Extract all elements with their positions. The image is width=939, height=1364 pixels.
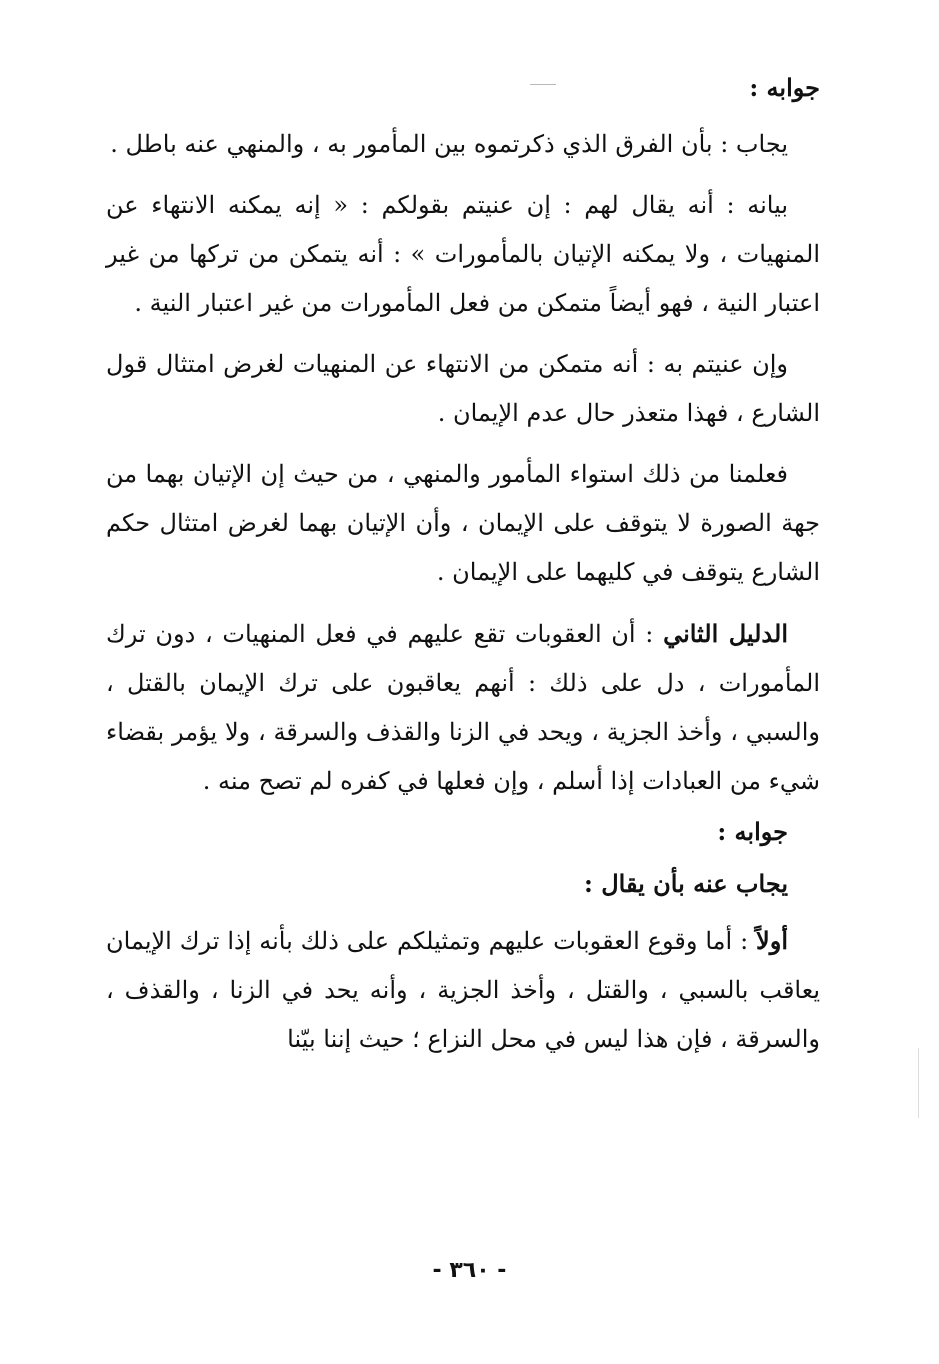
- page-text: [106, 62, 820, 1064]
- page-number: - ٣٦٠ -: [432, 1258, 507, 1283]
- answer-heading: جوابه :: [749, 73, 820, 102]
- first-reply-label: أولاً: [756, 926, 788, 955]
- second-evidence-text: : أن العقوبات تقع عليهم في فعل المنهيات ، دون ترك المأمورات ، دل على ذلك : أنهم يعاقبون على ترك الإيمان بالقتل ، والسبي ، وأخذ الجزية ، ويحد في الزنا والقذف والسرقة ، ولا يؤمر بقضاء شيء من العبادات إذا أسلم ، وإن فعلها في كفره لم تصح منه .: [106, 620, 820, 795]
- paragraph-reply: يجاب : بأن الفرق الذي ذكرتموه بين المأمور به ، والمنهي عنه باطل .: [110, 130, 788, 158]
- reply-intro-heading: يجاب عنه بأن يقال :: [584, 869, 788, 898]
- second-evidence-label: الدليل الثاني: [663, 619, 788, 648]
- paragraph-second-evidence: [106, 609, 820, 806]
- paragraph-second-meaning: وإن عنيتم به : أنه متمكن من الانتهاء عن المنهيات لغرض امتثال قول الشارع ، فهذا متعذر حال عدم الإيمان .: [106, 350, 820, 427]
- scan-artifact: [918, 1048, 919, 1118]
- answer-heading-2: جوابه :: [717, 817, 788, 846]
- paragraph-conclusion: فعلمنا من ذلك استواء المأمور والمنهي ، من حيث إن الإتيان بهما من جهة الصورة لا يتوقف على الإيمان ، وأن الإتيان بهما لغرض امتثال حكم الشارع يتوقف في كليهما على الإيمان .: [106, 460, 820, 586]
- first-reply-text: : أما وقوع العقوبات عليهم وتمثيلكم على ذلك بأنه إذا ترك الإيمان يعاقب بالسبي ، والقتل ، وأخذ الجزية ، وأنه يحد في الزنا ، والقذف ، والسرقة ، فإن هذا ليس في محل النزاع ؛ حيث إننا بيّنا: [106, 927, 820, 1053]
- paragraph-explanation: بيانه : أنه يقال لهم : إن عنيتم بقولكم : « إنه يمكنه الانتهاء عن المنهيات ، ولا يمكنه الإتيان بالمأمورات » : أنه يتمكن من تركها من غير اعتبار النية ، فهو أيضاً متمكن من فعل المأمورات من غير اعتبار النية .: [106, 191, 820, 317]
- paragraph-first-reply: [106, 916, 820, 1064]
